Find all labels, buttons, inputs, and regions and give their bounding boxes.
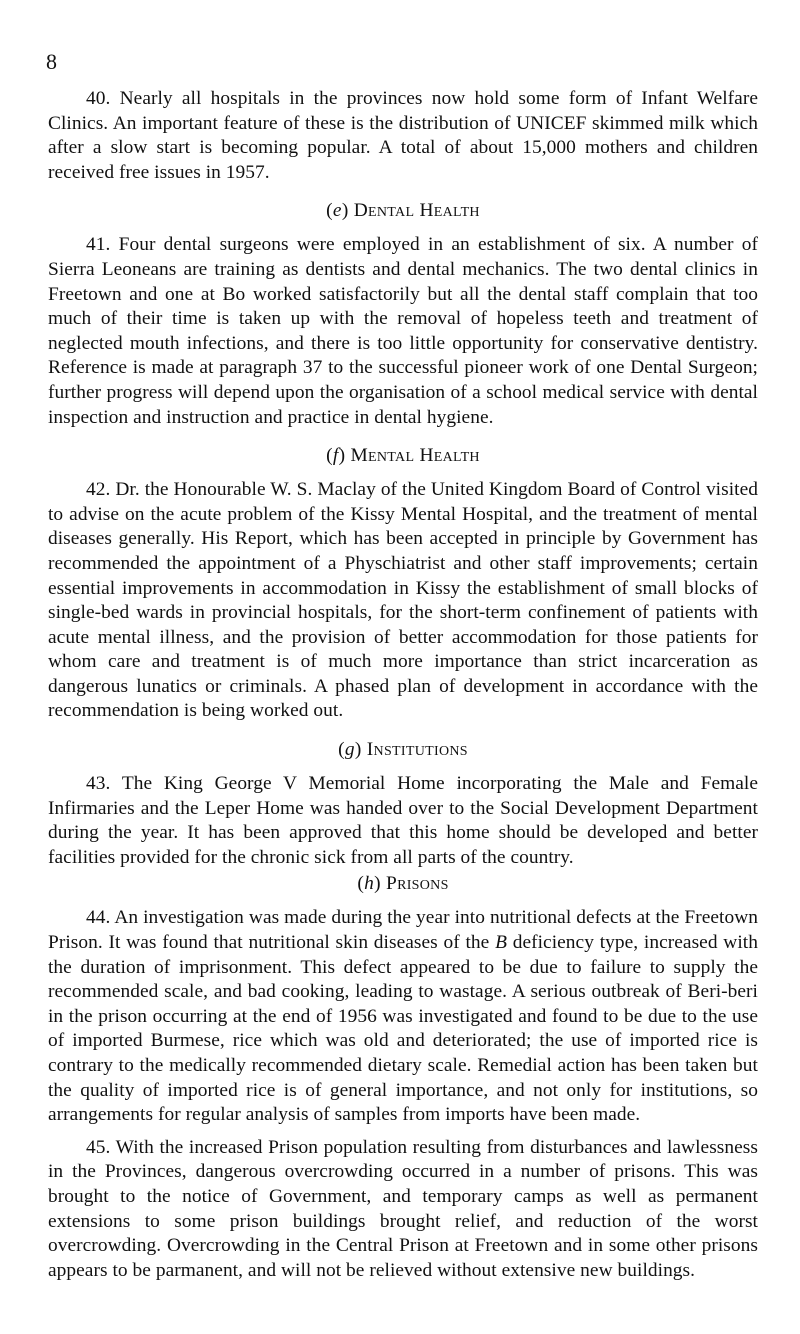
section-heading-dental-health: (e) Dental Health bbox=[326, 200, 480, 222]
paragraph-43 bbox=[48, 772, 758, 870]
paragraph-text: With the increased Prison population resulting from disturbances and lawlessness in the Provinces, dangerous overcrowding occurred in a number of prisons. This was brought to the notice of Government, and temporary camps as well as permanent extensions to some prison buildings brought relief, and reduction of the worst overcrowding. Overcrowding in the Central Prison at Freetown and in some other prisons appears to be parmanent, and will not be relieved without extensive new buildings. bbox=[48, 1136, 758, 1281]
paragraph-40 bbox=[48, 87, 758, 185]
page-number: 8 bbox=[46, 49, 57, 74]
paragraph-44 bbox=[48, 906, 758, 1127]
paragraph-number: 44. bbox=[86, 907, 111, 929]
paragraph-number: 40. bbox=[86, 88, 111, 109]
heading-title: Dental Health bbox=[353, 200, 480, 222]
heading-title: Prisons bbox=[385, 873, 449, 895]
heading-letter: g bbox=[344, 739, 355, 761]
paragraph-number: 42. bbox=[86, 479, 111, 501]
section-heading-institutions: (g) Institutions bbox=[338, 739, 468, 761]
paragraph-number: 41. bbox=[86, 234, 111, 256]
paragraph-text: The King George V Memorial Home incorporating the Male and Female Infirmaries and the Leper Home was handed over to the Social Development Department during the year. It has been approved that this home should be developed and better facilities provided for the chronic sick from all parts of the country. bbox=[48, 773, 758, 868]
paragraph-45 bbox=[48, 1136, 758, 1284]
document-body bbox=[48, 87, 758, 1283]
vitamin-b-italic: B bbox=[495, 932, 507, 954]
section-heading-prisons: (h) Prisons bbox=[357, 873, 449, 895]
paragraph-text: Dr. the Honourable W. S. Maclay of the United Kingdom Board of Control visited to advise on the acute problem of the Kissy Mental Hospital, and the treatment of mental diseases generally. His Report, which has been accepted in principle by Government has recommended the appointment of a Physchiatrist and other staff improvements; certain essential improvements in accommodation in Kissy the establishment of small blocks of single-bed wards in provincial hospitals, for the short-term confinement of patients with acute mental illness, and the provision of better accommodation for those patients for whom care and treatment is of much more importance than strict incarceration as dangerous lunatics or criminals. A phased plan of development in accordance with the recommendation is being worked out. bbox=[48, 479, 758, 722]
heading-title: Institutions bbox=[366, 739, 468, 761]
heading-title: Mental Health bbox=[350, 445, 480, 467]
paragraph-text-part: An investigation was made during the year into nutritional defects at the Freetown Prison. It was found that nutritional skin diseases of the bbox=[48, 907, 759, 954]
paragraph-text: Nearly all hospitals in the provinces now hold some form of Infant Welfare Clinics. An important feature of these is the distribution of UNICEF skimmed milk which after a slow start is becoming popular. A total of about 15,000 mothers and children received free issues in 1957. bbox=[48, 88, 758, 183]
paragraph-42 bbox=[48, 478, 758, 724]
paragraph-number: 43. bbox=[86, 773, 111, 795]
paragraph-number: 45. bbox=[86, 1136, 111, 1158]
heading-letter: h bbox=[364, 873, 375, 895]
paragraph-text-part: deficiency type, increased with the duration of imprisonment. This defect appeared to be due to failure to supply the recommended scale, and bad cooking, leading to wastage. A serious outbreak of Beri-beri in the prison occurring at the end of 1956 was investigated and found to be due to the use of imported Burmese, rice which was old and deteriorated; the use of imported rice is contrary to the medically recommended dietary scale. Remedial action has been taken but the quality of imported rice is of general importance, and not only for institutions, so arrangements for regular analysis of samples from imports have been made. bbox=[48, 932, 758, 1126]
paragraph-41 bbox=[48, 233, 758, 430]
section-heading-mental-health: (f) Mental Health bbox=[326, 445, 480, 467]
heading-letter: e bbox=[332, 200, 342, 222]
heading-letter: f bbox=[332, 445, 339, 467]
paragraph-text: Four dental surgeons were employed in an establishment of six. A number of Sierra Leoneans are training as dentists and dental mechanics. The two dental clinics in Freetown and one at Bo worked satisfactorily but all the dental staff complain that too much of their time is taken up with the removal of hopeless teeth and treatment of neglected mouth infections, and there is too little opportunity for conservative dentistry. Reference is made at paragraph 37 to the successful pioneer work of one Dental Surgeon; further progress will depend upon the organisation of a school medical service with dental inspection and instruction and practice in dental hygiene. bbox=[48, 234, 759, 428]
